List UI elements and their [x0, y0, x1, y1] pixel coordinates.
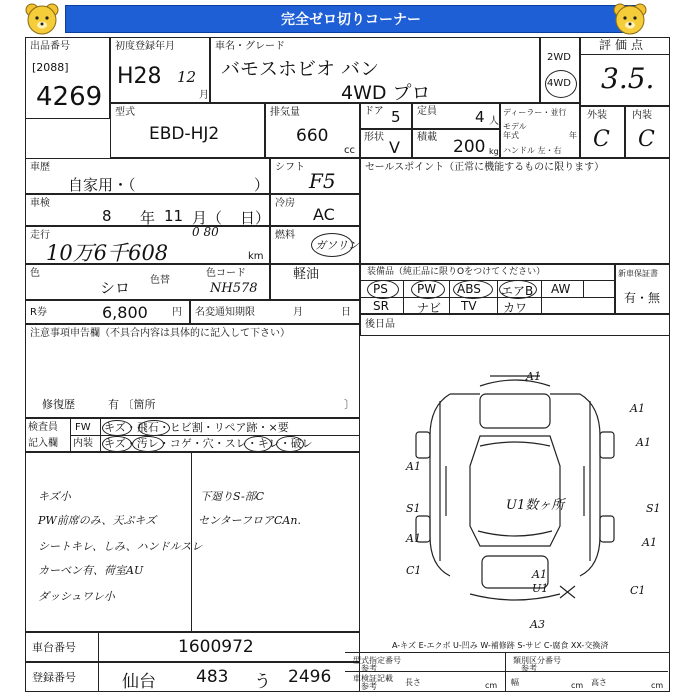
bear-mascot-left-icon: [20, 2, 64, 36]
fuel-diesel: 軽油: [293, 267, 320, 282]
notice-cell: [190, 300, 360, 324]
doors-value: 5: [391, 108, 401, 126]
check-circle-sure: [244, 436, 272, 452]
spec-width-unit: cm: [571, 681, 584, 690]
warranty-value: 有・無: [624, 291, 661, 305]
equip-navi: ナビ: [417, 301, 442, 315]
warranty-label: 新車保証書: [618, 269, 658, 278]
note-left-5: ダッシュワレ小: [38, 590, 115, 603]
equip-abs: ABS: [457, 282, 481, 296]
color-label: 色: [30, 268, 40, 279]
selling-points-cell: [360, 158, 670, 264]
mileage-value: 10万6千608: [46, 241, 169, 265]
shape-label: 形状: [364, 132, 384, 143]
model-value: EBD-HJ2: [149, 124, 220, 144]
load-label: 積載: [417, 132, 437, 143]
color-value: シロ: [100, 279, 131, 297]
spec-height-unit: cm: [651, 681, 664, 690]
color-cell: [25, 264, 270, 300]
fuel-gas: ガソリン: [315, 239, 359, 252]
check-row1: キズ・飛石・ヒビ割・リペア跡・×要: [104, 421, 289, 434]
lot-number-sub: [2088]: [32, 61, 69, 74]
aircon-value: AC: [313, 205, 335, 224]
remarks-label: 注意事項申告欄（不具合内容は具体的に記入して下さい）: [30, 328, 290, 339]
diag-mark-rear1: A1: [532, 568, 547, 581]
displacement-cell: [265, 103, 360, 158]
rating-int-value: C: [638, 127, 655, 152]
inspection-month: 11: [164, 207, 184, 225]
drive-value: 4WD: [547, 78, 571, 89]
notice-label: 名変通知期限: [195, 307, 255, 318]
check-circle-tobiishi: [138, 420, 170, 436]
check-circle-kire: [276, 436, 304, 452]
equip-pw-circle: [411, 280, 445, 299]
registration-month: 12: [177, 68, 197, 86]
equipment-label: 装備品（純正品に限りOをつけてください）: [367, 267, 546, 277]
registration-cell: [110, 37, 210, 103]
rating-ext-value: C: [593, 127, 610, 152]
check-int: 内装: [73, 438, 93, 449]
equip-sr: SR: [373, 299, 389, 313]
inspection-cell: [25, 194, 270, 226]
diag-mark-fr: A1: [630, 402, 645, 415]
history-label: 車歴: [30, 162, 50, 173]
mileage-label: 走行: [30, 230, 50, 241]
check-circle-yogore: [132, 436, 164, 452]
note-left-2: PW前席のみ、天ぷキズ: [38, 514, 157, 527]
check-circle-kizu1: [102, 420, 132, 436]
chassis-label: 車台番号: [32, 641, 76, 654]
dealer-cell: [500, 103, 580, 158]
inspection-label: 車検: [30, 198, 50, 209]
spec-cert-label: 車検証記載: [353, 674, 393, 683]
diag-mark-bumper: A3: [530, 618, 545, 631]
car-name-value: バモスホビオ バン: [221, 58, 380, 80]
spec-class-ref: 参考: [521, 664, 537, 673]
plate-number: 2496: [288, 667, 332, 687]
registration-era: H28: [117, 64, 162, 89]
inspection-year: 8: [102, 207, 112, 225]
rating-ext-cell: [580, 106, 625, 158]
damage-legend: A-キズ E-エクボ U-凹み W-補修跡 S-サビ C-腐食 XX-交換済: [392, 641, 609, 650]
equip-airbag: エアB: [501, 284, 534, 298]
remarks-repair-value: 有 〔箇所: [108, 398, 156, 411]
mileage-over: 0 80: [192, 225, 219, 239]
doors-cell: [360, 103, 412, 129]
color-change-label: 色替: [150, 275, 170, 286]
spec-width-label: 幅: [511, 678, 519, 687]
plate-kana: う: [254, 672, 271, 692]
chassis-value: 1600972: [178, 637, 254, 657]
shift-cell: [270, 158, 360, 194]
capacity-label: 定員: [417, 106, 437, 117]
lot-number-label: 出品番号: [30, 41, 70, 52]
drive-label: 2WD: [547, 52, 571, 63]
rating-cell: [580, 37, 670, 106]
diag-mark-rl: A1: [406, 532, 421, 545]
diag-mark-cl: C1: [406, 564, 422, 577]
history-close: ）: [254, 176, 270, 194]
equip-leather: カワ: [503, 301, 528, 315]
spec-type-number-label: 型式指定番号: [353, 656, 401, 665]
rating-ext-label: 外装: [587, 110, 607, 121]
load-unit: kg: [489, 147, 499, 156]
note-left-3: シートキレ、しみ、ハンドルスレ: [38, 540, 203, 553]
mileage-unit: km: [248, 251, 264, 262]
car-diagram: [360, 336, 670, 632]
check-fw: FW: [75, 422, 91, 433]
recycle-unit: 円: [172, 307, 182, 318]
doors-label: ドア: [364, 106, 384, 117]
diag-mark-rr: A1: [642, 536, 657, 549]
equip-airbag-circle: [499, 280, 537, 299]
damage-diagram-area: [360, 336, 670, 632]
plate-label: 登録番号: [32, 671, 76, 684]
lot-number-value: 4269: [36, 82, 103, 112]
check-label-2: 記入欄: [28, 438, 58, 449]
registration-month-unit: 月: [199, 90, 209, 101]
fuel-label: 燃料: [275, 230, 295, 241]
model-cell: [110, 103, 265, 158]
note-right-2: センターフロアCAn.: [198, 514, 301, 527]
equip-ps-circle: [367, 280, 399, 299]
equip-abs-circle: [453, 280, 493, 299]
aircon-label: 冷房: [275, 198, 295, 209]
diag-mark-r1: A1: [636, 436, 651, 449]
selling-points-label: セールスポイント（正常に機能するものに限ります）: [365, 162, 605, 173]
spec-type-ref: 参考: [361, 664, 377, 673]
spec-length-label: 長さ: [405, 678, 421, 687]
note-left-1: キズ小: [38, 490, 71, 503]
check-circle-kizu2: [102, 436, 132, 452]
warranty-cell: [615, 264, 670, 314]
car-name-cell: [210, 37, 540, 103]
rating-label: 評価点: [599, 38, 648, 52]
note-left-4: カーベン有、荷室AU: [38, 564, 144, 577]
history-value: 自家用・（: [68, 176, 136, 194]
lot-number-cell: [25, 37, 110, 119]
notice-day: 日: [341, 307, 351, 318]
car-name-label: 車名・グレード: [215, 41, 285, 52]
check-row2: キズ・汚レ・コゲ・穴・スレ・キレ・破レ: [104, 437, 313, 450]
remarks-repair-label: 修復歴: [42, 398, 75, 411]
dealer-year-unit: 年: [569, 131, 577, 140]
model-label: 型式: [115, 107, 135, 118]
inspection-year-unit: 年: [140, 209, 156, 227]
notice-month: 月: [293, 307, 303, 318]
inspection-month-unit: 月（: [192, 209, 223, 227]
capacity-cell: [412, 103, 500, 129]
drive-cell: [540, 37, 580, 103]
fuel-cell: [270, 226, 360, 282]
capacity-value: 4: [475, 108, 485, 126]
check-label-1: 検査員: [28, 422, 58, 433]
diag-mark-fl: A1: [406, 460, 421, 473]
note-right-1: 下廻りS-部C: [200, 490, 265, 503]
mileage-cell: [25, 226, 270, 264]
recycle-value: 6,800: [102, 303, 148, 322]
spec-cell: [345, 652, 670, 692]
equip-aw: AW: [551, 282, 571, 296]
recycle-cell: [25, 300, 190, 324]
remarks-cell: [25, 324, 360, 418]
page-banner: 完全ゼロ切りコーナー: [65, 5, 637, 33]
displacement-label: 排気量: [270, 107, 300, 118]
color-code-value: NH578: [210, 281, 258, 296]
history-cell: [25, 158, 270, 194]
remarks-repair-close: 〕: [344, 398, 355, 411]
rating-value: 3.5.: [601, 62, 655, 95]
plate-cell: [25, 662, 360, 692]
fuel-diesel-cell: [270, 264, 360, 300]
color-code-label: 色コード: [206, 268, 246, 279]
rating-int-cell: [625, 106, 670, 158]
dealer-handle: ハンドル 左・右: [503, 146, 562, 155]
spec-class-number-label: 類別区分番号: [513, 656, 561, 665]
inspection-day-unit: 日）: [240, 209, 271, 227]
rear-items-cell: [360, 314, 670, 336]
shape-cell: [360, 129, 412, 158]
dealer-label: ディーラー・並行: [503, 108, 567, 117]
spec-cert-ref: 参考: [361, 682, 377, 691]
car-grade-value: 4WD プロ: [341, 82, 431, 104]
shift-value: F5: [309, 169, 336, 193]
recycle-label: R券: [30, 307, 47, 318]
equip-ps: PS: [373, 282, 388, 296]
displacement-value: 660: [296, 126, 329, 146]
load-value: 200: [453, 137, 486, 157]
diag-mark-sl: S1: [406, 502, 421, 515]
chassis-cell: [25, 632, 360, 662]
spec-length-unit: cm: [485, 681, 498, 690]
diag-mark-rear2: U1: [532, 582, 549, 595]
shift-label: シフト: [275, 162, 305, 173]
capacity-unit: 人: [489, 116, 499, 127]
shape-value: V: [389, 138, 400, 157]
dealer-model-year: モデル 年式: [503, 122, 527, 140]
equip-pw: PW: [417, 282, 437, 296]
bear-mascot-right-icon: [608, 2, 652, 36]
check-cell: [25, 418, 360, 452]
plate-city: 仙台: [122, 672, 156, 692]
diag-mark-cr: C1: [630, 584, 646, 597]
rear-items-label: 後日品: [365, 319, 395, 330]
load-cell: [412, 129, 500, 158]
registration-label: 初度登録年月: [115, 41, 175, 52]
equip-tv: TV: [461, 299, 477, 313]
spec-height-label: 高さ: [591, 678, 607, 687]
diag-mark-top: A1: [526, 370, 541, 383]
rating-int-label: 内装: [632, 110, 652, 121]
diag-mark-roof: U1数ヶ所: [506, 498, 565, 513]
equipment-cell: [360, 264, 615, 314]
aircon-cell: [270, 194, 360, 226]
plate-class: 483: [196, 667, 229, 687]
displacement-unit: cc: [344, 145, 355, 156]
diag-mark-sr: S1: [646, 502, 661, 515]
